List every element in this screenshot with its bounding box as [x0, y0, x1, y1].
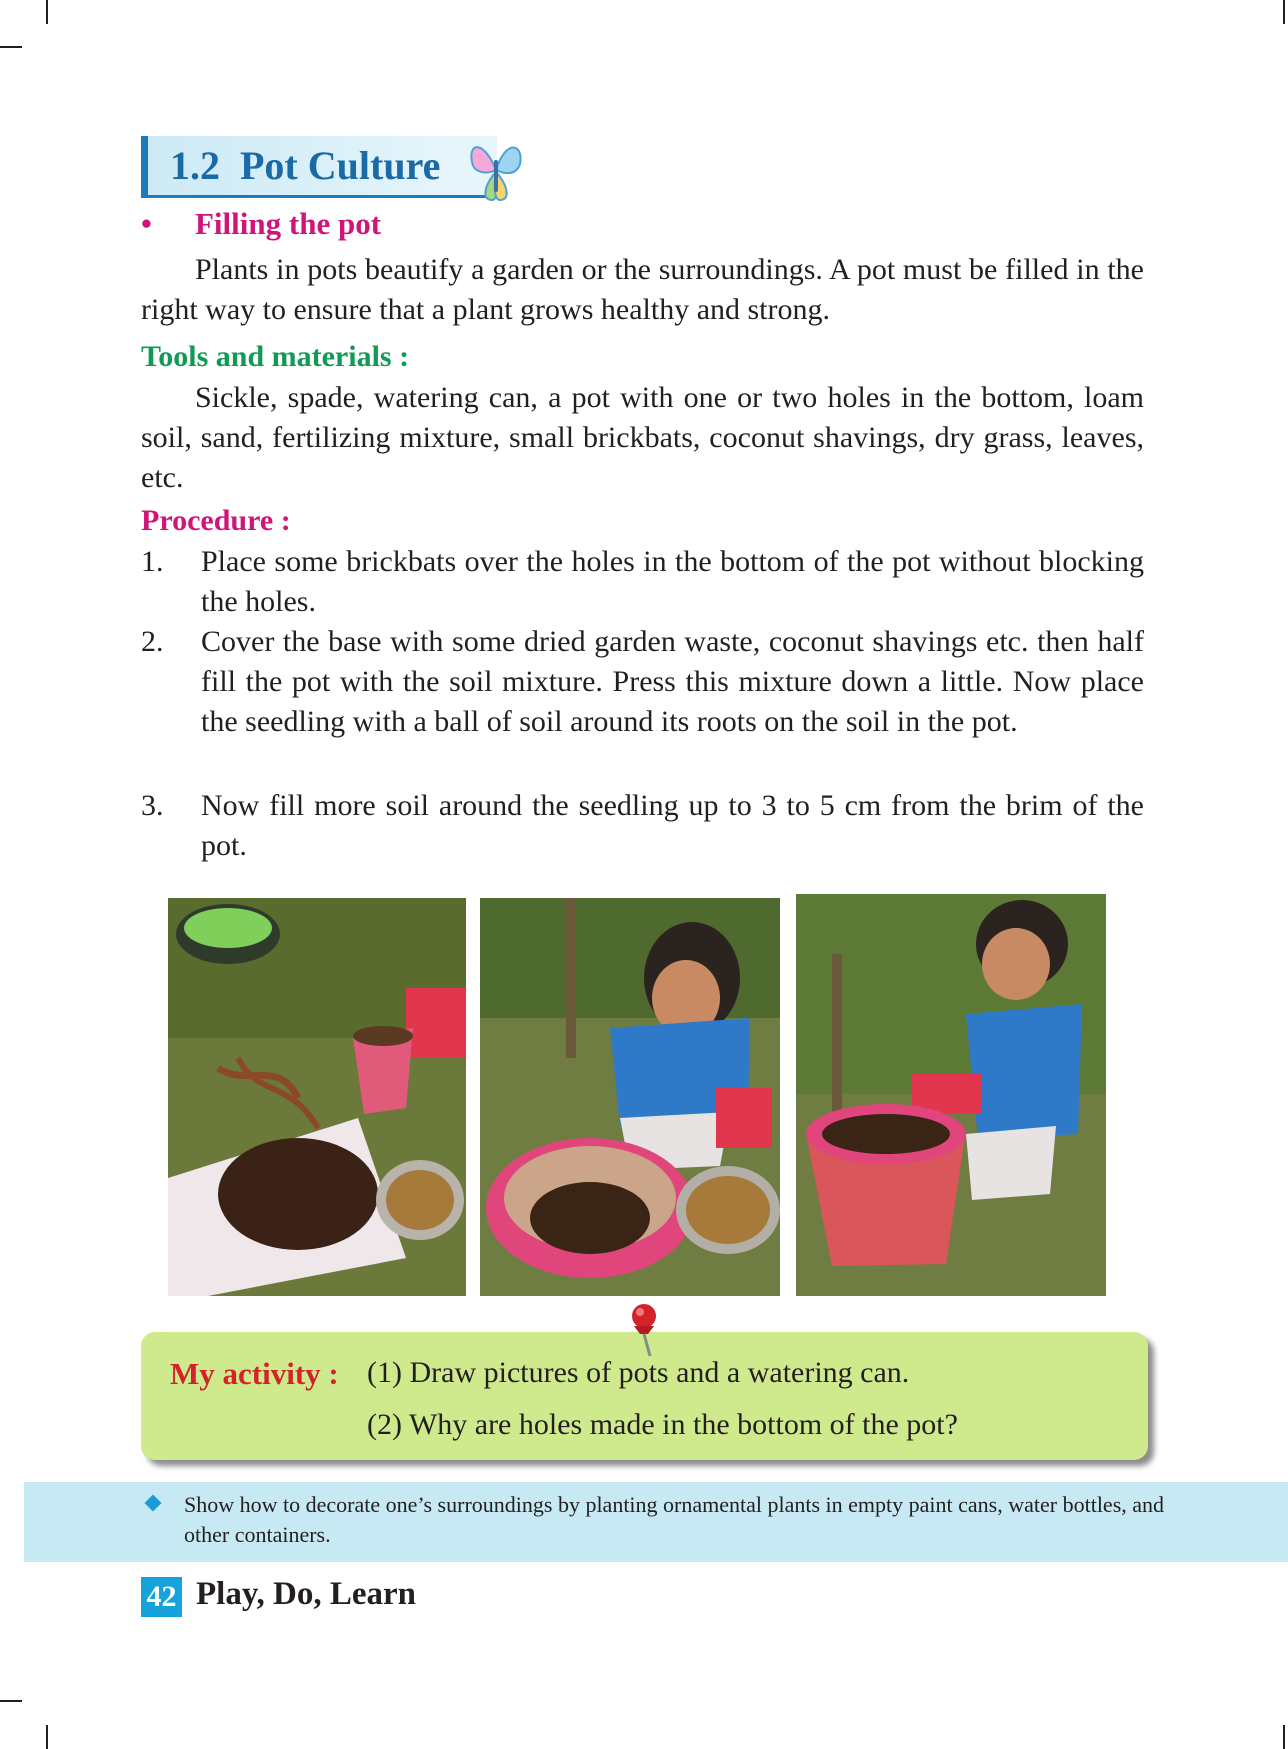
step-text: Now fill more soil around the seedling up to 3 to 5 cm from the brim of the pot. — [201, 789, 1144, 862]
photo-boy-pressing-soil — [796, 894, 1106, 1296]
section-name: Pot Culture — [240, 143, 441, 188]
subheading-label: Filling the pot — [195, 206, 382, 241]
crop-mark — [0, 46, 22, 48]
page-number: 42 — [141, 1577, 182, 1617]
butterfly-icon — [466, 130, 526, 210]
intro-paragraph: Plants in pots beautify a garden or the surroundings. A pot must be filled in the right way to ensure that a plant grows healthy and strong. — [141, 253, 1144, 326]
step-text: Cover the base with some dried garden waste, coconut shavings etc. then half fill the pot with the soil mixture. Press this mixture down a little. Now place the seedling with a ball of soil around its roots on the soil in the pot. — [201, 625, 1144, 738]
procedure-step — [141, 622, 1144, 742]
note-text: Show how to decorate one’s surroundings by planting ornamental plants in empty paint cans, water bottles, and other containers. — [184, 1492, 1165, 1547]
book-title: Play, Do, Learn — [196, 1576, 416, 1612]
photo-boy-filling-pot — [480, 898, 780, 1296]
section-heading — [141, 136, 497, 198]
tools-paragraph: Sickle, spade, watering can, a pot with one or two holes in the bottom, loam soil, sand, fertilizing mixture, small brickbats, coconut shavings, dry grass, leaves, etc. — [141, 381, 1144, 494]
pushpin-icon — [620, 1302, 668, 1358]
photo-materials — [168, 898, 466, 1296]
activity-question: (2) Why are holes made in the bottom of the pot? — [367, 1408, 958, 1441]
procedure-heading: Procedure : — [141, 504, 291, 537]
tools-heading: Tools and materials : — [141, 340, 410, 373]
step-number: 1. — [141, 545, 164, 578]
section-title — [170, 142, 440, 189]
section-number: 1.2 — [170, 143, 220, 188]
diamond-bullet-icon — [145, 1495, 162, 1512]
procedure-step — [141, 542, 1144, 622]
activity-label: My activity : — [170, 1356, 339, 1391]
crop-mark — [46, 0, 48, 24]
step-number: 2. — [141, 625, 164, 658]
activity-question: (1) Draw pictures of pots and a watering can. — [367, 1356, 910, 1389]
note-band — [24, 1482, 1288, 1562]
crop-mark — [1283, 1725, 1285, 1749]
crop-mark — [46, 1725, 48, 1749]
crop-mark — [1283, 0, 1285, 24]
bullet-icon: • — [141, 206, 152, 241]
subheading-filling-pot — [141, 206, 381, 242]
step-number: 3. — [141, 789, 164, 822]
procedure-step — [141, 786, 1144, 866]
step-text: Place some brickbats over the holes in the bottom of the pot without blocking the holes. — [201, 545, 1144, 618]
crop-mark — [0, 1700, 22, 1702]
